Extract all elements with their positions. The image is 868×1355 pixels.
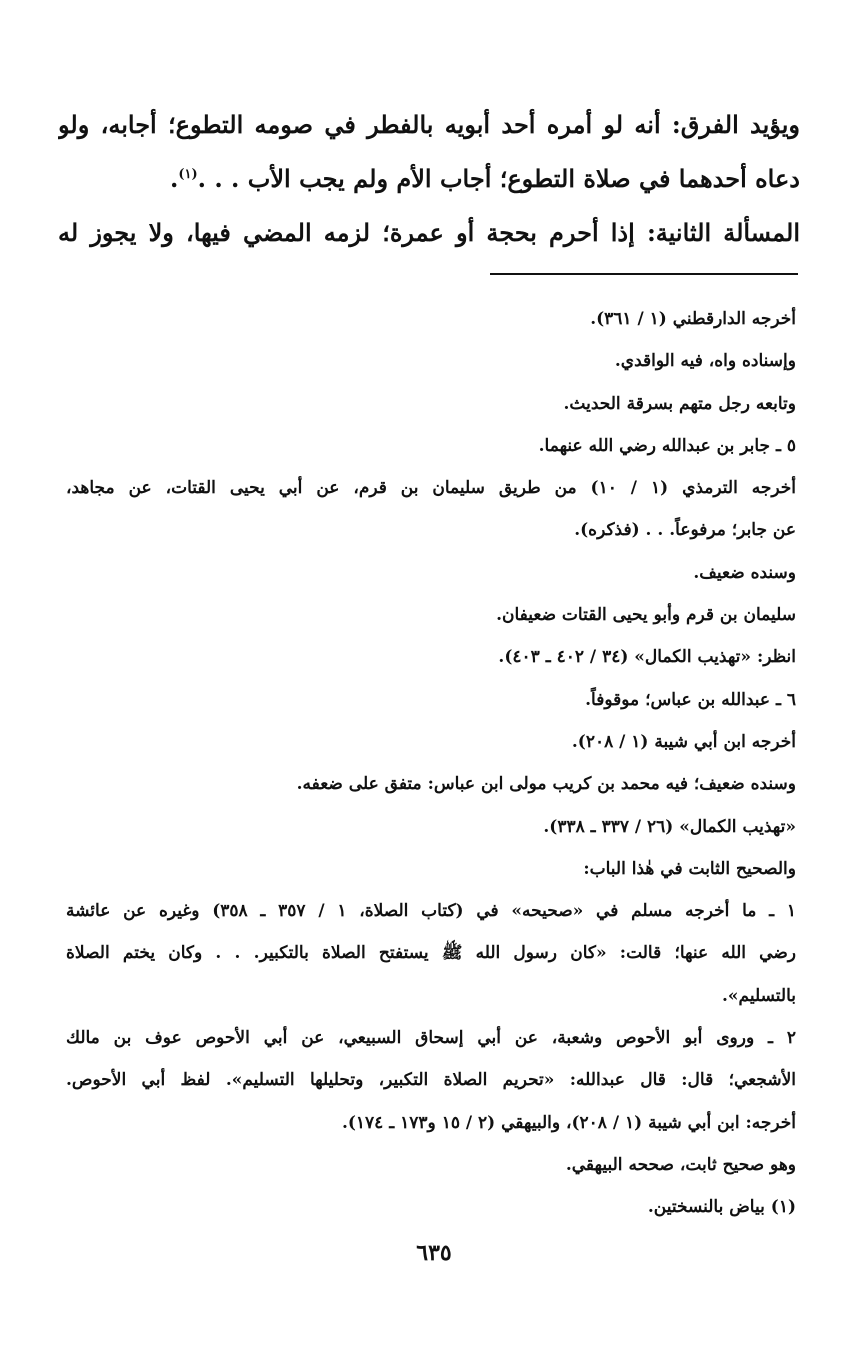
footnote-separator — [490, 273, 798, 275]
note-line: وتابعه رجل متهم بسرقة الحديث. — [563, 393, 796, 414]
note-line: أخرجه الدارقطني (١ / ٣٦١). — [590, 309, 796, 329]
footnotes — [66, 298, 796, 1229]
section-heading: المسألة الثانية: — [646, 218, 800, 247]
note-line: وهو صحيح ثابت، صححه البيهقي. — [565, 1154, 796, 1175]
note-line: ٢ ـ وروى أبو الأحوص وشعبة، عن أبي إسحاق السبيعي، عن أبي الأحوص عوف بن مالك — [66, 1028, 796, 1049]
note-line: أخرجه الترمذي (١ / ١٠) من طريق سليمان بن قرم، عن أبي يحيى القتات، عن مجاهد، — [66, 478, 796, 499]
note-line: وإسناده واه، فيه الواقدي. — [614, 351, 796, 372]
note-line: الأشجعي؛ قال: قال عبدالله: «تحريم الصلاة التكبير، وتحليلها التسليم». لفظ أبي الأحوص. — [66, 1070, 796, 1091]
note-line: سليمان بن قرم وأبو يحيى القتات ضعيفان. — [496, 605, 796, 626]
page-number: ٦٣٥ — [416, 1240, 452, 1266]
main-line: دعاه أحدهما في صلاة التطوع؛ أجاب الأم ولم يجب الأب . . .$^{(١)}$. — [169, 164, 800, 193]
main-line-text: إذا أحرم بحجة أو عمرة؛ لزمه المضي فيها، ولا يجوز له — [58, 218, 635, 247]
note-line: ٦ ـ عبدالله بن عباس؛ موقوفاً. — [585, 689, 796, 710]
note-line: ١ ـ ما أخرجه مسلم في «صحيحه» في (كتاب الصلاة، ١ / ٣٥٧ ـ ٣٥٨) وغيره عن عائشة — [66, 901, 796, 922]
note-line: ٥ ـ جابر بن عبدالله رضي الله عنهما. — [538, 435, 796, 456]
note-line: انظر: «تهذيب الكمال» (٣٤ / ٤٠٢ ـ ٤٠٣). — [498, 647, 796, 668]
footnote-marker: (١) — [178, 167, 198, 182]
main-line — [58, 206, 800, 260]
note-line: عن جابر؛ مرفوعاً. . . (فذكره). — [574, 520, 796, 541]
note-line: بالتسليم». — [721, 985, 796, 1006]
main-line: ويؤيد الفرق: أنه لو أمره أحد أبويه بالفطر في صومه التطوع؛ أجابه، ولو — [58, 110, 800, 139]
note-line: وسنده ضعيف. — [693, 562, 796, 583]
main-text — [58, 98, 800, 260]
main-line-text: دعاه أحدهما في صلاة التطوع؛ أجاب الأم ولم يجب الأب . . . — [197, 164, 800, 193]
note-line: وسنده ضعيف؛ فيه محمد بن كريب مولى ابن عباس: متفق على ضعفه. — [296, 774, 796, 795]
note-line: أخرجه ابن أبي شيبة (١ / ٢٠٨). — [571, 731, 796, 752]
note-line: رضي الله عنها؛ قالت: «كان رسول الله ﷺ يستفتح الصلاة بالتكبير. . . وكان يختم الصلاة — [66, 943, 796, 964]
note-line: والصحيح الثابت في هٰذا الباب: — [583, 858, 796, 879]
note-line: أخرجه: ابن أبي شيبة (١ / ٢٠٨)، والبيهقي (٢ / ١٥ و١٧٣ ـ ١٧٤). — [341, 1112, 796, 1133]
footnote-text: (١) بياض بالنسختين. — [647, 1197, 796, 1218]
note-line: «تهذيب الكمال» (٢٦ / ٣٣٧ ـ ٣٣٨). — [543, 816, 796, 837]
